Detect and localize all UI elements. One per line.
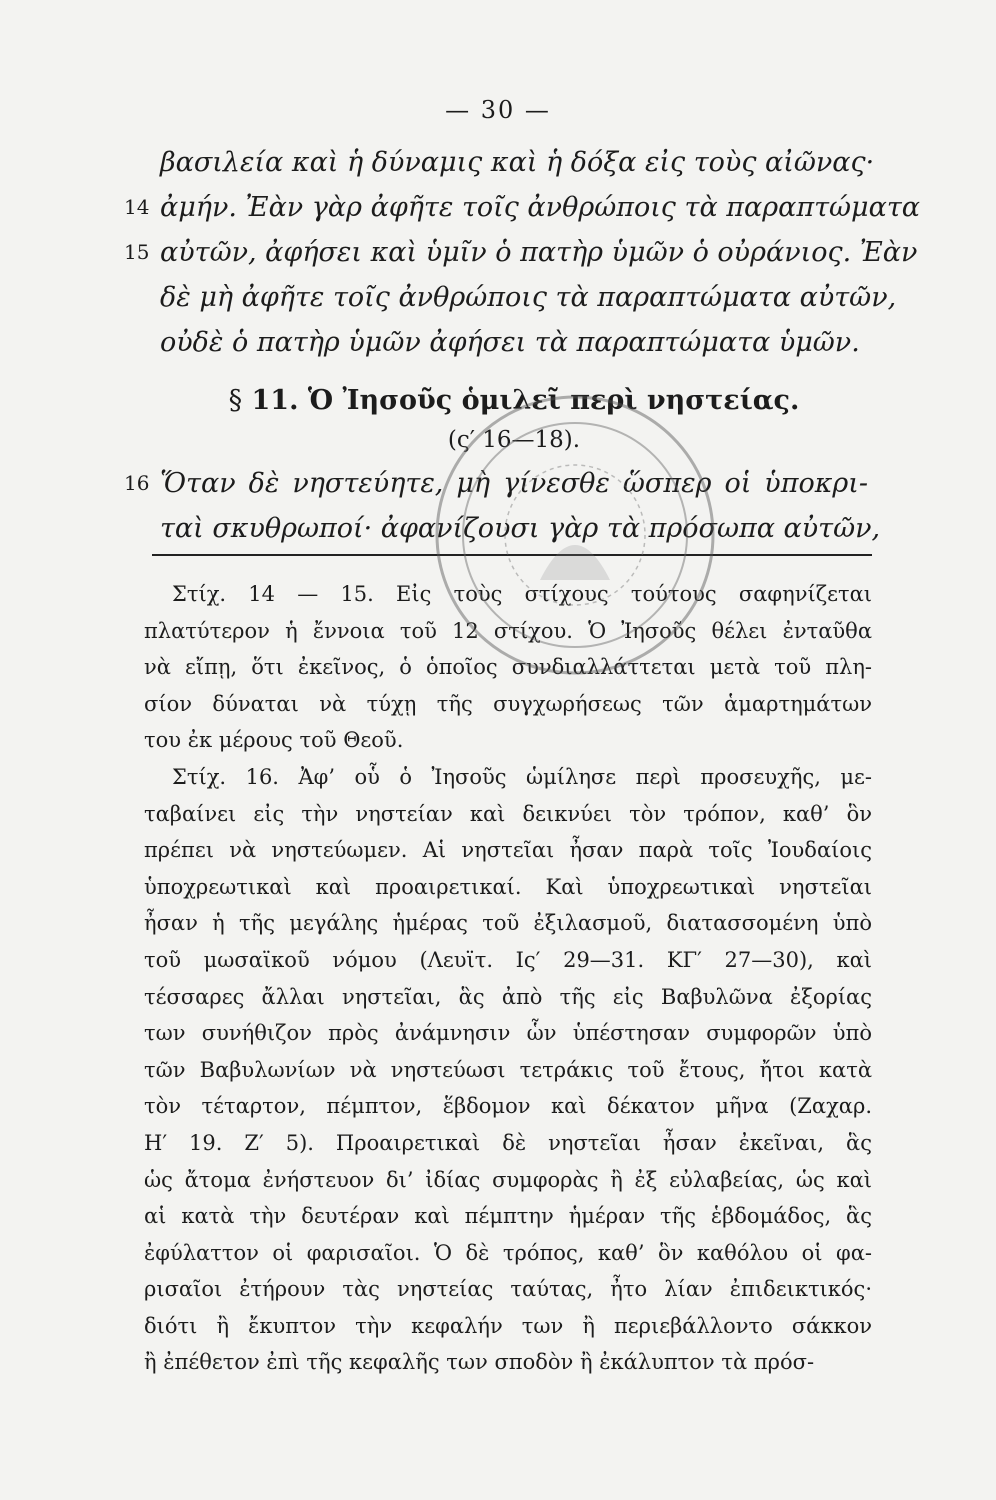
note-line: Στίχ. 14 — 15. Εἰς τοὺς στίχους τούτους σαφηνίζεται xyxy=(172,582,872,606)
section-title: 11. Ὁ Ἰησοῦς ὁμιλεῖ περὶ νηστείας. xyxy=(251,385,800,416)
verse-number: 15 xyxy=(124,240,150,264)
text-line xyxy=(160,140,875,185)
note-line: Η′ 19. Ζ′ 5). Προαιρετικαὶ δὲ νηστεῖαι ἦσαν ἐκεῖναι, ἃς xyxy=(144,1130,872,1155)
line-text: ἀμήν. Ἐὰν γὰρ ἀφῆτε τοῖς ἀνθρώποις τὰ παραπτώματα xyxy=(160,192,920,223)
note-line: ρισαῖοι ἐτήρουν τὰς νηστείας ταύτας, ἦτο λίαν ἐπιδεικτικός· xyxy=(144,1277,872,1302)
note-line: σίον δύναται νὰ τύχῃ τῆς συγχωρήσεως τῶν ἁμαρτημάτων xyxy=(144,691,872,716)
line-text: αὐτῶν, ἀφήσει καὶ ὑμῖν ὁ πατὴρ ὑμῶν ὁ οὐράνιος. Ἐὰν xyxy=(160,237,918,268)
note-line: ἢ ἐπέθετον ἐπὶ τῆς κεφαλῆς των σποδὸν ἢ ἐκάλυπτον τὰ πρόσ- xyxy=(144,1350,815,1375)
line-text: Ὅταν δὲ νηστεύητε, μὴ γίνεσθε ὥσπερ οἱ ὑποκρι- xyxy=(160,468,868,499)
note-line: ἐφύλαττον οἱ φαρισαῖοι. Ὁ δὲ τρόπος, καθ’ ὃν καθόλου οἱ φα- xyxy=(144,1240,872,1265)
note-line: Στίχ. 16. Ἀφ’ οὗ ὁ Ἰησοῦς ὡμίλησε περὶ προσευχῆς, με- xyxy=(172,764,872,789)
verse-number: 14 xyxy=(124,195,150,219)
text-line xyxy=(124,185,920,230)
note-line: τέσσαρες ἄλλαι νηστεῖαι, ἃς ἀπὸ τῆς εἰς Βαβυλῶνα ἐξορίας xyxy=(144,984,872,1009)
line-text: οὐδὲ ὁ πατὴρ ὑμῶν ἀφήσει τὰ παραπτώματα ὑμῶν. xyxy=(160,327,860,358)
section-reference: (ς′ 16—18). xyxy=(447,427,581,453)
note-line: διότι ἢ ἔκυπτον τὴν κεφαλήν των ἢ περιεβάλλοντο σάκκον xyxy=(144,1313,872,1338)
page-number: — 30 — xyxy=(445,96,551,124)
text-line xyxy=(124,230,918,275)
note-line: ὡς ἄτομα ἐνήστευον δι’ ἰδίας συμφορὰς ἢ ἐξ εὐλαβείας, ὡς καὶ xyxy=(144,1167,872,1192)
verse-number: 16 xyxy=(124,471,150,495)
section-sign: § xyxy=(228,385,243,416)
text-line xyxy=(160,320,868,365)
text-line xyxy=(160,275,897,320)
note-line: τὸν τέταρτον, πέμπτον, ἕβδομον καὶ δέκατον μῆνα (Ζαχαρ. xyxy=(144,1094,872,1119)
note-line: των συνήθιζον πρὸς ἀνάμνησιν ὧν ὑπέστησαν συμφορῶν ὑπὸ xyxy=(144,1021,872,1046)
note-line: τῶν Βαβυλωνίων νὰ νηστεύωσι τετράκις τοῦ ἔτους, ἤτοι κατὰ xyxy=(144,1057,872,1082)
note-line: ταβαίνει εἰς τὴν νηστείαν καὶ δεικνύει τὸν τρόπον, καθ’ ὃν xyxy=(144,801,872,826)
note-line: πλατύτερον ἡ ἔννοια τοῦ 12 στίχου. Ὁ Ἰησοῦς θέλει ἐνταῦθα xyxy=(144,618,872,643)
note-line: αἱ κατὰ τὴν δευτέραν καὶ πέμπτην ἡμέραν τῆς ἑβδομάδος, ἃς xyxy=(144,1204,872,1229)
note-line: ὑποχρεωτικαὶ καὶ προαιρετικαί. Καὶ ὑποχρεωτικαὶ νηστεῖαι xyxy=(144,874,872,899)
note-line: νὰ εἴπῃ, ὅτι ἐκεῖνος, ὁ ὁποῖος συνδιαλλάττεται μετὰ τοῦ πλη- xyxy=(144,655,872,680)
line-text: ταὶ σκυθρωποί· ἀφανίζουσι γὰρ τὰ πρόσωπα αὐτῶν, xyxy=(160,513,881,544)
main-text-block xyxy=(124,140,920,365)
commentary-notes xyxy=(144,576,872,1381)
note-line: τοῦ μωσαϊκοῦ νόμου (Λευϊτ. Ις′ 29—31. ΚΓ′ 27—30), καὶ xyxy=(144,947,872,972)
line-text: βασιλεία καὶ ἡ δύναμις καὶ ἡ δόξα εἰς τοὺς αἰῶνας· xyxy=(160,147,875,178)
note-line: ἦσαν ἡ τῆς μεγάλης ἡμέρας τοῦ ἐξιλασμοῦ, διατασσομένη ὑπὸ xyxy=(144,911,872,936)
note-line: πρέπει νὰ νηστεύωμεν. Αἱ νηστεῖαι ἦσαν παρὰ τοῖς Ἰουδαίοις xyxy=(144,838,872,863)
line-text: δὲ μὴ ἀφῆτε τοῖς ἀνθρώποις τὰ παραπτώματα αὐτῶν, xyxy=(160,282,897,313)
library-stamp xyxy=(430,390,720,680)
note-line: του ἐκ μέρους τοῦ Θεοῦ. xyxy=(144,728,404,753)
